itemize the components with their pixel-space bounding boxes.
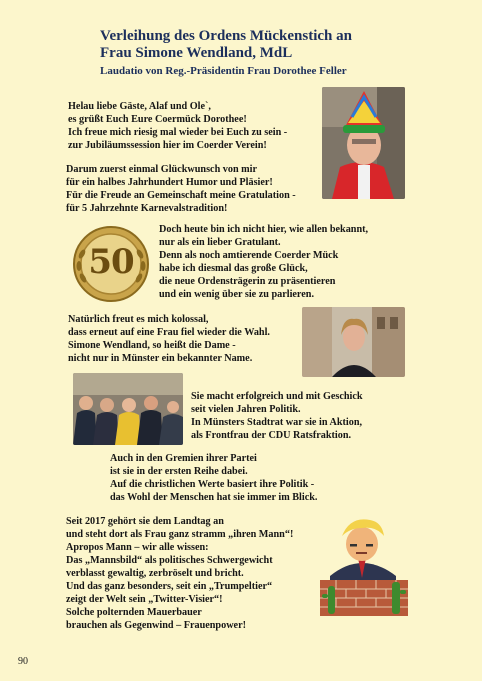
stanza-line: seit vielen Jahren Politik. — [191, 404, 301, 415]
photo-carnival-hat — [322, 87, 405, 199]
stanza-line: brauchen als Gegenwind – Frauenpower! — [66, 620, 246, 631]
stanza-line: Apropos Mann – wir alle wissen: — [66, 542, 209, 553]
stanza-line: und ein wenig über sie zu parlieren. — [159, 289, 314, 300]
stanza-line: In Münsters Stadtrat war sie in Aktion, — [191, 417, 363, 428]
stanza-line: nur als ein lieber Gratulant. — [159, 237, 281, 248]
photo-portrait — [302, 307, 405, 377]
stanza-line: und steht dort als Frau ganz stramm „ihren Mann“! — [66, 529, 294, 540]
stanza-line: verblasst gewaltig, zerbröselt und bricht. — [66, 568, 244, 579]
title-line-2: Frau Simone Wendland, MdL — [100, 45, 293, 61]
stanza-line: Auch in den Gremien ihrer Partei — [110, 453, 257, 464]
stanza-line: habe ich diesmal das große Glück, — [159, 263, 308, 274]
stanza-5 — [191, 390, 363, 442]
stanza-line: als Frontfrau der CDU Ratsfraktion. — [191, 430, 352, 441]
stanza-3 — [159, 223, 368, 301]
stanza-line: Das „Mannsbild“ als politisches Schwergewicht — [66, 555, 273, 566]
stanza-2 — [66, 163, 296, 215]
stanza-7 — [66, 515, 293, 632]
stanza-line: Für die Freude an Gemeinschaft meine Gratulation - — [66, 190, 296, 201]
stanza-line: Simone Wendland, so heißt die Dame - — [68, 340, 236, 351]
title-line-1: Verleihung des Ordens Mückenstich an — [100, 28, 352, 44]
stanza-line: Auf die christlichen Werte basiert ihre Politik - — [110, 479, 315, 490]
stanza-line: Und das ganz besonders, seit ein „Trumpeltier“ — [66, 581, 273, 592]
cartoon-wall-builder-illustration — [316, 510, 412, 616]
stanza-line: dass erneut auf eine Frau fiel wieder die Wahl. — [68, 327, 270, 338]
stanza-line: Solche polternden Mauerbauer — [66, 607, 202, 618]
stanza-line: ist sie in der ersten Reihe dabei. — [110, 466, 248, 477]
stanza-line: Seit 2017 gehört sie dem Landtag an — [66, 516, 224, 527]
stanza-line: es grüßt Euch Eure Coermück Dorothee! — [68, 114, 247, 125]
stanza-line: Ich freue mich riesig mal wieder bei Euch zu sein - — [68, 127, 288, 138]
stanza-line: nicht nur in Münster ein bekannter Name. — [68, 353, 253, 364]
photo-group — [73, 373, 183, 445]
stanza-line: Helau liebe Gäste, Alaf und Ole`, — [68, 101, 211, 112]
stanza-line: Natürlich freut es mich kolossal, — [68, 314, 209, 325]
badge-number: 50 — [88, 242, 134, 282]
stanza-line: Sie macht erfolgreich und mit Geschick — [191, 391, 363, 402]
stanza-line: Doch heute bin ich nicht hier, wie allen bekannt, — [159, 224, 369, 235]
anniversary-50-badge — [70, 224, 152, 304]
stanza-line: zeigt der Welt sein „Twitter-Visier“! — [66, 594, 223, 605]
stanza-4 — [68, 313, 270, 365]
stanza-line: das Wohl der Menschen hat sie immer im Blick. — [110, 492, 318, 503]
page-subtitle: Laudatio von Reg.-Präsidentin Frau Dorothee Feller — [100, 65, 347, 77]
stanza-line: für 5 Jahrzehnte Karnevalstradition! — [66, 203, 228, 214]
stanza-line: die neue Ordensträgerin zu präsentieren — [159, 276, 336, 287]
stanza-6 — [110, 452, 317, 504]
stanza-line: für ein halbes Jahrhundert Humor und Pläsier! — [66, 177, 273, 188]
page-number: 90 — [18, 656, 28, 667]
stanza-line: Denn als noch amtierende Coerder Mück — [159, 250, 339, 261]
stanza-line: zur Jubiläumssession hier im Coerder Verein! — [68, 140, 267, 151]
stanza-line: Darum zuerst einmal Glückwunsch von mir — [66, 164, 258, 175]
page-title — [100, 28, 352, 62]
stanza-1 — [68, 100, 287, 152]
